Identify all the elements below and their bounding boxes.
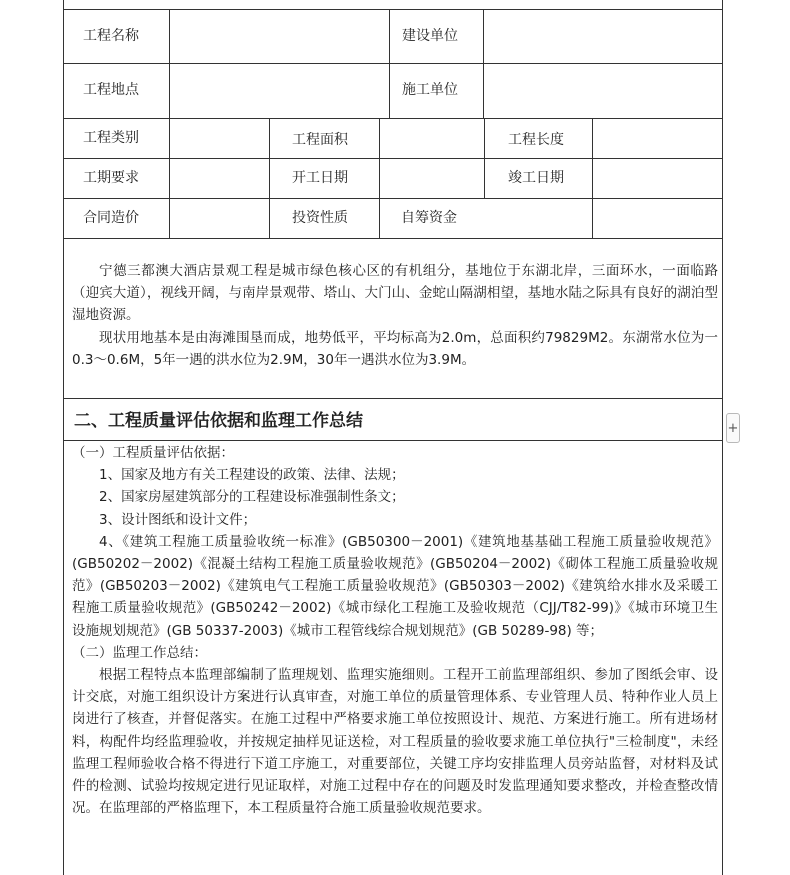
basis-title: （一）工程质量评估依据：	[72, 445, 234, 461]
document-page	[63, 0, 723, 875]
overview-paragraph-1: 宁德三都澳大酒店景观工程是城市绿色核心区的有机组分，基地位于东湖北岸，三面环水，一面临路（迎宾大道），视线开阔，与南岸景观带、塔山、大门山、金蛇山隔湖相望，基地水陆之际具有良好的湖泊型湿地资源。	[72, 263, 718, 324]
basis-item-2: 2、国家房屋建筑部分的工程建设标准强制性条文；	[99, 489, 405, 506]
overview-paragraph-2: 现状用地基本是由海滩围垦而成，地势低平，平均标高为2.0m，总面积约79829M2。东湖常水位为一0.3～0.6M，5年一遇的洪水位为2.9M，30年一遇洪水位为3.9M。	[72, 329, 718, 368]
contract-price-label: 合同造价	[83, 210, 139, 226]
table-rule	[169, 9, 170, 238]
builder-label: 建设单位	[402, 28, 458, 44]
project-type-label: 工程类别	[83, 130, 139, 146]
table-rule	[64, 398, 722, 399]
table-rule	[389, 9, 390, 118]
section-heading: 二、工程质量评估依据和监理工作总结	[74, 411, 363, 431]
project-length-label: 工程长度	[508, 132, 564, 148]
table-rule	[483, 9, 484, 118]
table-rule	[64, 440, 722, 441]
basis-item-3: 3、设计图纸和设计文件；	[99, 511, 257, 528]
table-rule	[64, 198, 722, 199]
completion-date-label: 竣工日期	[508, 170, 564, 186]
table-rule	[484, 118, 485, 198]
project-overview	[72, 260, 718, 371]
table-rule	[64, 238, 722, 239]
investment-nature-value: 自筹资金	[401, 210, 457, 226]
table-rule	[269, 118, 270, 238]
project-location-label: 工程地点	[83, 82, 139, 98]
project-name-label: 工程名称	[83, 28, 139, 44]
investment-nature-label: 投资性质	[292, 210, 348, 226]
start-date-label: 开工日期	[292, 170, 348, 186]
table-rule	[379, 118, 380, 238]
quality-section	[72, 442, 718, 819]
table-rule	[64, 9, 722, 10]
table-rule	[592, 118, 593, 238]
basis-item-4: 4、《建筑工程施工质量验收统一标准》(GB50300－2001)《建筑地基基础工程施工质量验收规范》(GB50202－2002)《混凝土结构工程施工质量验收规范》(GB50204－2002)《砌体工程施工质量验收规范》(GB50203－2002)《建筑电气工程施工质量验收规范》(GB50303－2002)《建筑给水排水及采暖工程施工质量验收规范》(GB50242－2002)《城市绿化工程施工及验收规范（CJJ/T82-99)》《城市环境卫生设施规划规范》(GB 50337-2003)《城市工程管线综合规划规范》(GB 50289-98) 等；	[72, 533, 718, 639]
table-rule	[64, 158, 722, 159]
expand-button[interactable]: +	[726, 413, 740, 443]
duration-label: 工期要求	[83, 170, 139, 186]
work-summary-body: 根据工程特点本监理部编制了监理规划、监理实施细则。工程开工前监理部组织、参加了图纸会审、设计交底，对施工组织设计方案进行认真审查，对施工单位的质量管理体系、专业管理人员、特种作业人员上岗进行了核查，并督促落实。在施工过程中严格要求施工单位按照设计、规范、方案进行施工。所有进场材料，构配件均经监理验收，并按规定抽样见证送检，对工程质量的验收要求施工单位执行"三检制度"，未经监理工程师验收合格不得进行下道工序施工，对重要部位，关键工序均安排监理人员旁站监督，对材料及试件的检测、试验均按规定进行见证取样，对施工过程中存在的问题及时发监理通知要求整改，并检查整改情况。在监理部的严格监理下，本工程质量符合施工质量验收规范要求。	[72, 667, 718, 817]
table-rule	[64, 118, 722, 119]
table-rule	[64, 63, 722, 64]
work-summary-title: （二）监理工作总结：	[72, 644, 207, 661]
basis-item-1: 1、国家及地方有关工程建设的政策、法律、法规；	[99, 467, 405, 484]
contractor-label: 施工单位	[402, 82, 458, 98]
project-area-label: 工程面积	[292, 132, 348, 148]
